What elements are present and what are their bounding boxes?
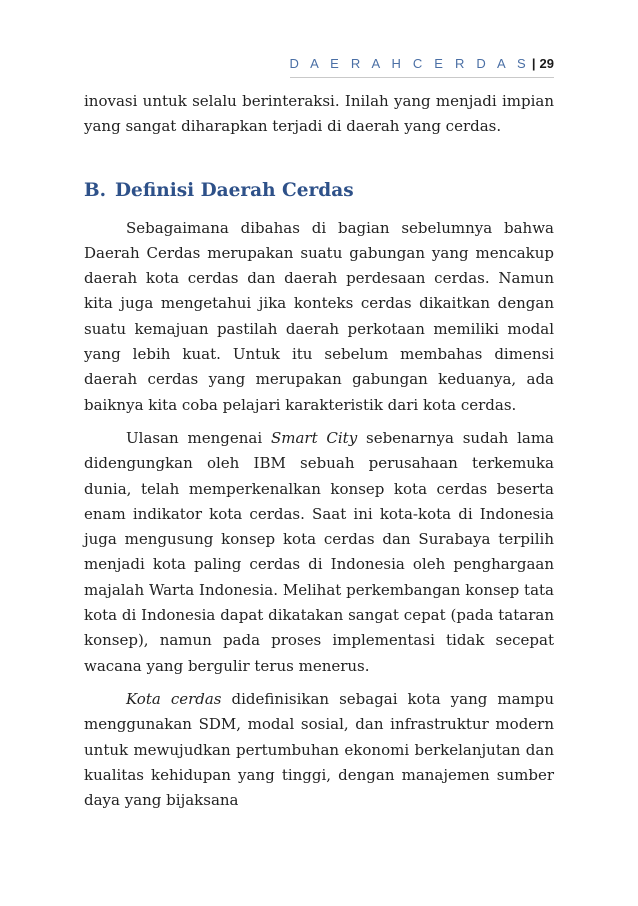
body-paragraph-1: Sebagaimana dibahas di bagian sebelumnya bahwa Daerah Cerdas merupakan suatu gabungan yang mencakup daerah kota cerdas dan daerah perdesaan cerdas. Namun kita juga mengetahui jika konteks cerdas dikaitkan dengan suatu kemajuan pastilah daerah perkotaan memiliki modal yang lebih kuat. Untuk itu sebelum membahas dimensi daerah cerdas yang merupakan gabungan keduanya, ada baiknya kita coba pelajari karakteristik dari kota cerdas. [84,218,554,414]
running-header-title: D A E R A H C E R D A S [289,55,530,71]
page-body [84,89,554,813]
section-heading [84,179,554,203]
body-paragraph-3 [84,687,554,813]
paragraph-2-lead: Ulasan mengenai [126,428,271,447]
header-rule [290,77,554,78]
intro-paragraph: inovasi untuk selalu berinteraksi. Inilah yang menjadi impian yang sangat diharapkan terjadi di daerah yang cerdas. [84,92,554,136]
paragraph-3-text: didefinisikan sebagai kota yang mampu menggunakan SDM, modal sosial, dan infrastruktur modern untuk mewujudkan pertumbuhan ekonomi berkelanjutan dan kualitas kehidupan yang tinggi, dengan manajemen sumber daya yang bijaksana [84,689,554,810]
section-label: B. [84,179,107,201]
section-title: Definisi Daerah Cerdas [115,179,354,201]
running-header [84,52,554,74]
paragraph-2-text: sebenarnya sudah lama didengungkan oleh IBM sebuah perusahaan terkemuka dunia, telah memperkenalkan konsep kota cerdas beserta enam indikator kota cerdas. Saat ini kota-kota di Indonesia juga mengusung konsep kota cerdas dan Surabaya terpilih menjadi kota paling cerdas di Indonesia oleh penghargaan majalah Warta Indonesia. Melihat perkembangan konsep tata kota di Indonesia dapat dikatakan sangat cepat (pada tataran konsep), namun pada proses implementasi tidak secepat wacana yang bergulir terus menerus. [84,428,554,675]
header-separator: | [531,55,536,71]
kota-cerdas-term: Kota cerdas [126,689,222,708]
page-number: 29 [539,55,554,71]
smart-city-term: Smart City [270,428,358,447]
body-paragraph-2 [84,426,554,679]
